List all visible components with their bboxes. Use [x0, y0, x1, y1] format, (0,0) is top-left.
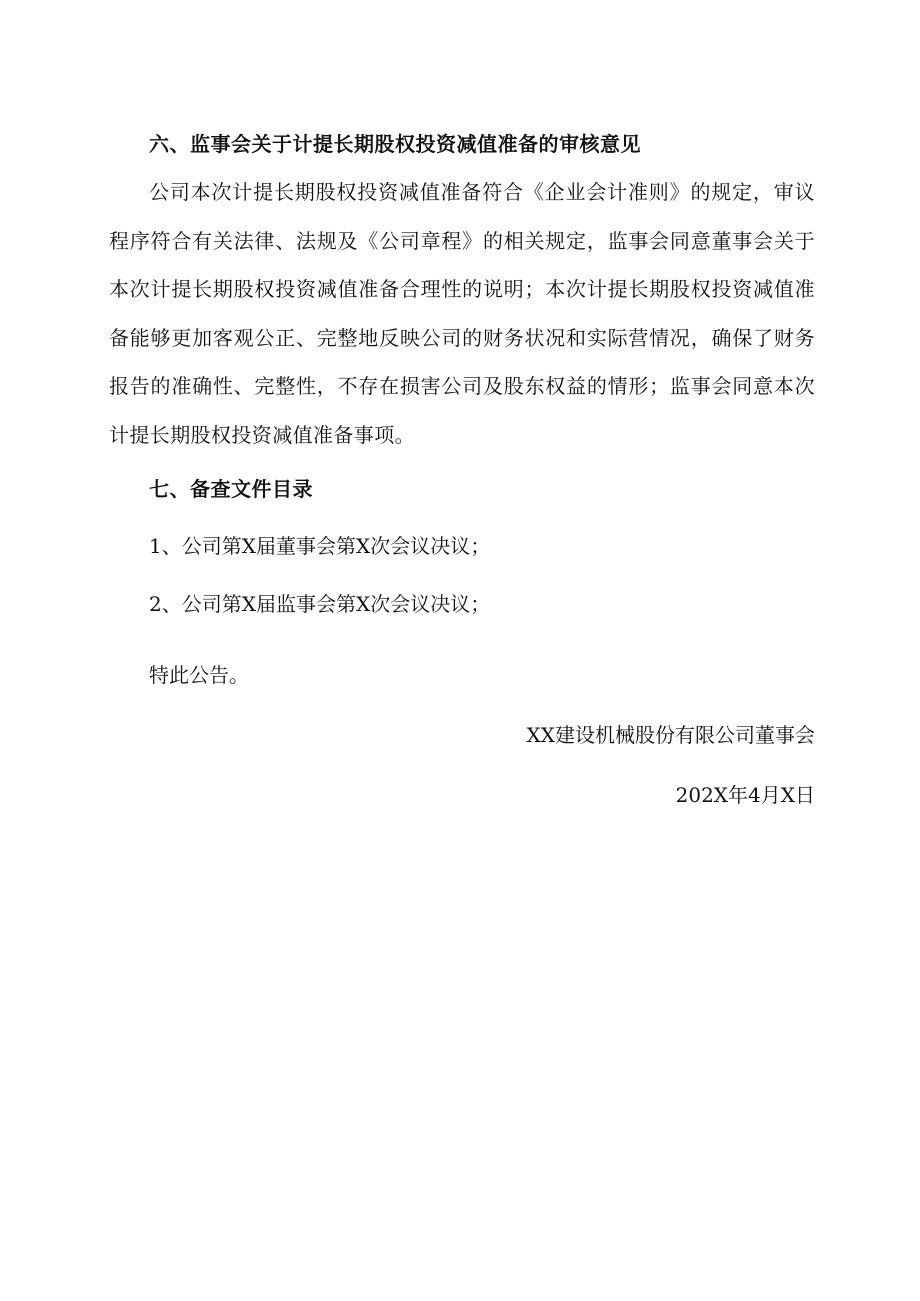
- section-6-body: 公司本次计提长期股权投资减值准备符合《企业会计准则》的规定，审议程序符合有关法律、法规及《公司章程》的相关规定，监事会同意董事会关于本次计提长期股权投资减值准备合理性的说明；本次计提长期股权投资减值准备能够更加客观公正、完整地反映公司的财务状况和实际营情况，确保了财务报告的准确性、完整性，不存在损害公司及股东权益的情形；监事会同意本次计提长期股权投资减值准备事项。: [109, 180, 815, 447]
- closing-statement: 特此公告。: [149, 663, 249, 687]
- attachment-item-1: 1、公司第X届董事会第X次会议决议；: [149, 534, 491, 558]
- section-7-heading: 七、备查文件目录: [149, 477, 313, 501]
- signature-company: XX建设机械股份有限公司董事会: [526, 723, 815, 747]
- signature-date: 202X年4月X日: [675, 783, 815, 807]
- attachment-item-2: 2、公司第X届监事会第X次会议决议；: [149, 592, 491, 616]
- section-6-heading: 六、监事会关于计提长期股权投资减值准备的审核意见: [149, 132, 641, 156]
- document-content: [109, 122, 815, 810]
